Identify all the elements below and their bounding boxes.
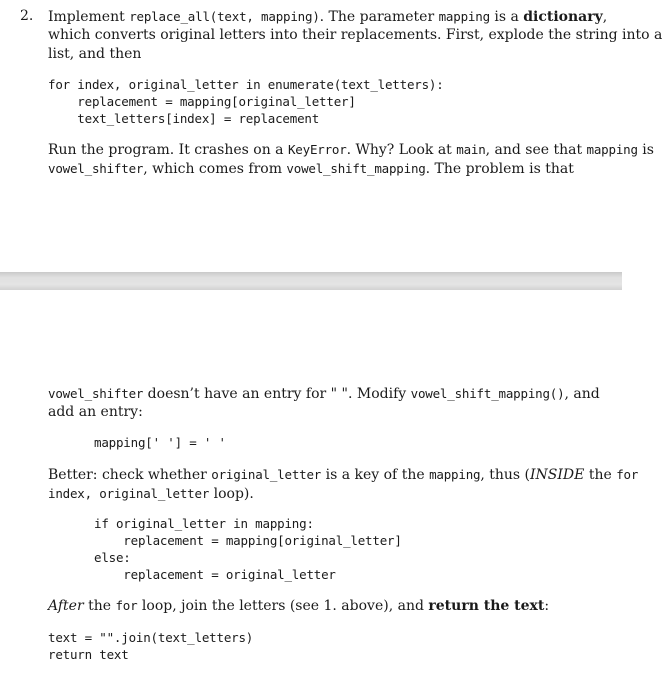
code-line: replacement = mapping[original_letter]: [48, 94, 356, 109]
page-bottom: [0, 290, 639, 676]
page-top: [0, 0, 662, 272]
code-line: text_letters[index] = replacement: [48, 111, 320, 126]
better-line-2: index, original_letter loop).: [48, 486, 254, 502]
code-block-join: [48, 629, 253, 663]
intro-line-3: list, and then: [48, 46, 142, 62]
item-number: 2.: [20, 8, 34, 24]
vowel-line-2: add an entry:: [48, 404, 143, 420]
page-break-separator: [0, 272, 622, 290]
code-line: replacement = original_letter: [94, 567, 336, 582]
vowel-line-1: vowel_shifter doesn’t have an entry for " ". Modify vowel_shift_mapping(), and: [48, 386, 600, 402]
run-line-1: Run the program. It crashes on a KeyError. Why? Look at main, and see that mapping is: [48, 142, 654, 158]
code-mapping-entry: mapping[' '] = ' ': [94, 435, 226, 450]
intro-line-1: Implement replace_all(text, mapping). The parameter mapping is a dictionary,: [48, 9, 608, 25]
code-line: for index, original_letter in enumerate(text_letters):: [48, 77, 444, 92]
code-line: replacement = mapping[original_letter]: [94, 533, 402, 548]
better-line-1: Better: check whether original_letter is a key of the mapping, thus (INSIDE the for: [48, 467, 639, 483]
code-line: text = "".join(text_letters): [48, 630, 254, 645]
code-line: else:: [94, 550, 131, 565]
intro-line-2: which converts original letters into their replacements. First, explode the string into a: [48, 27, 662, 43]
code-block-loop: [48, 76, 444, 127]
code-line: if original_letter in mapping:: [94, 516, 314, 531]
code-line: return text: [48, 647, 129, 662]
run-line-2: vowel_shifter, which comes from vowel_shift_mapping. The problem is that: [48, 161, 574, 177]
code-block-if: [94, 515, 402, 583]
after-line: After the for loop, join the letters (see 1. above), and return the text:: [48, 598, 550, 614]
